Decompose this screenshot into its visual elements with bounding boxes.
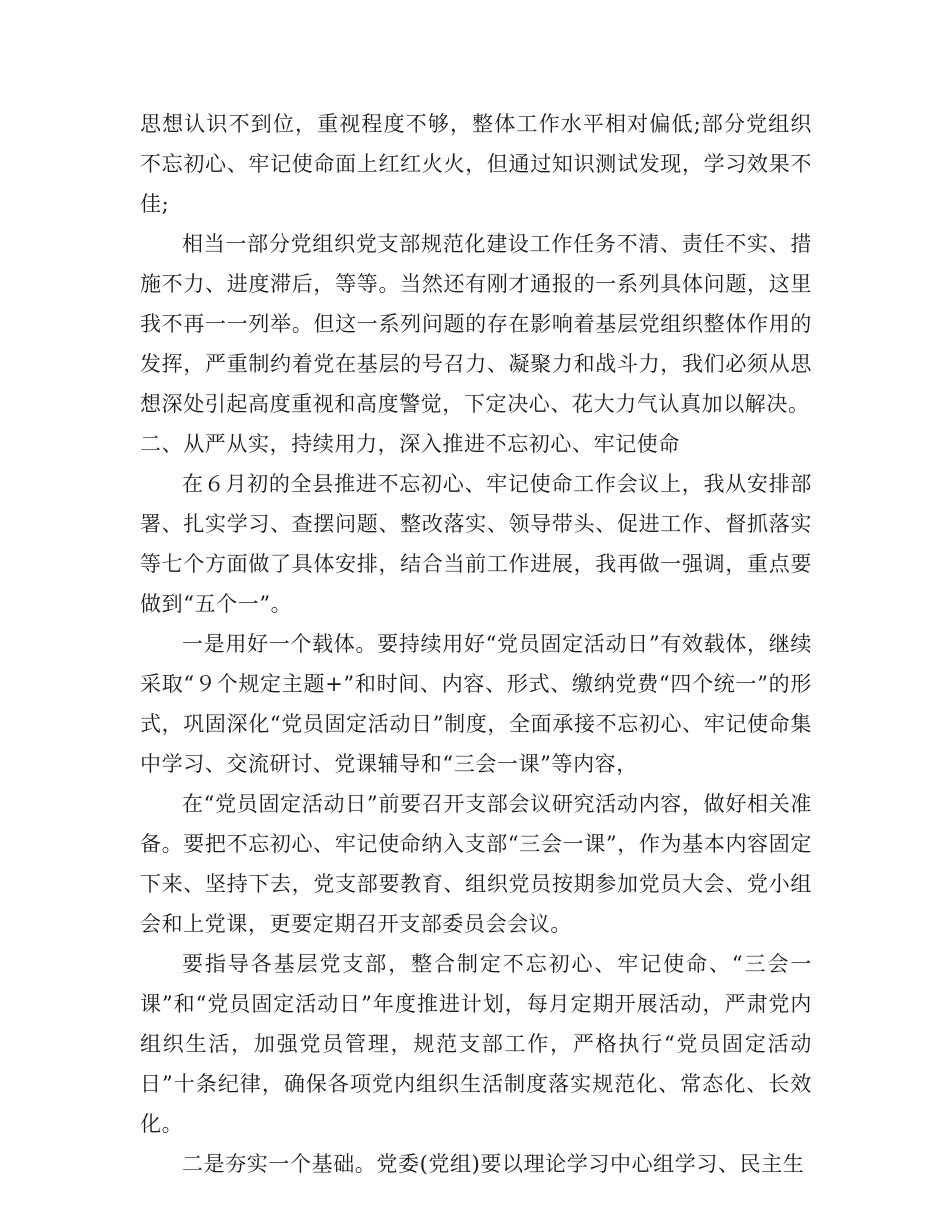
paragraph-4: 一是用好一个载体。要持续用好“党员固定活动日”有效载体，继续采取“９个规定主题+”和时间、内容、形式、缴纳党费“四个统一”的形式，巩固深化“党员固定活动日”制度，全面承接不忘初心、牢记使命集中学习、交流研讨、党课辅导和“三会一课”等内容， [140,632,812,776]
document-body [140,104,812,1184]
paragraph-5: 在“党员固定活动日”前要召开支部会议研究活动内容，做好相关准备。要把不忘初心、牢记使命纳入支部“三会一课”，作为基本内容固定下来、坚持下去，党支部要教育、组织党员按期参加党员大会、党小组会和上党课，更要定期召开支部委员会会议。 [140,792,812,936]
section-heading: 二、从严从实，持续用力，深入推进不忘初心、牢记使命 [140,432,680,456]
paragraph-6: 要指导各基层党支部，整合制定不忘初心、牢记使命、“三会一课”和“党员固定活动日”年度推进计划，每月定期开展活动，严肃党内组织生活，加强党员管理，规范支部工作，严格执行“党员固定活动日”十条纪律，确保各项党内组织生活制度落实规范化、常态化、长效化。 [140,952,812,1136]
paragraph-7: 二是夯实一个基础。党委(党组)要以理论学习中心组学习、民主生 [182,1152,805,1176]
paragraph-2: 相当一部分党组织党支部规范化建设工作任务不清、责任不实、措施不力、进度滞后，等等。当然还有刚才通报的一系列具体问题，这里我不再一一列举。但这一系列问题的存在影响着基层党组织整体作用的发挥，严重制约着党在基层的号召力、凝聚力和战斗力，我们必须从思想深处引起高度重视和高度警觉，下定决心、花大力气认真加以解决。 [140,232,812,416]
paragraph-3: 在６月初的全县推进不忘初心、牢记使命工作会议上，我从安排部署、扎实学习、查摆问题、整改落实、领导带头、促进工作、督抓落实等七个方面做了具体安排，结合当前工作进展，我再做一强调，重点要做到“五个一”。 [140,472,812,616]
paragraph-1: 思想认识不到位，重视程度不够，整体工作水平相对偏低;部分党组织不忘初心、牢记使命面上红红火火，但通过知识测试发现，学习效果不佳; [140,112,812,216]
